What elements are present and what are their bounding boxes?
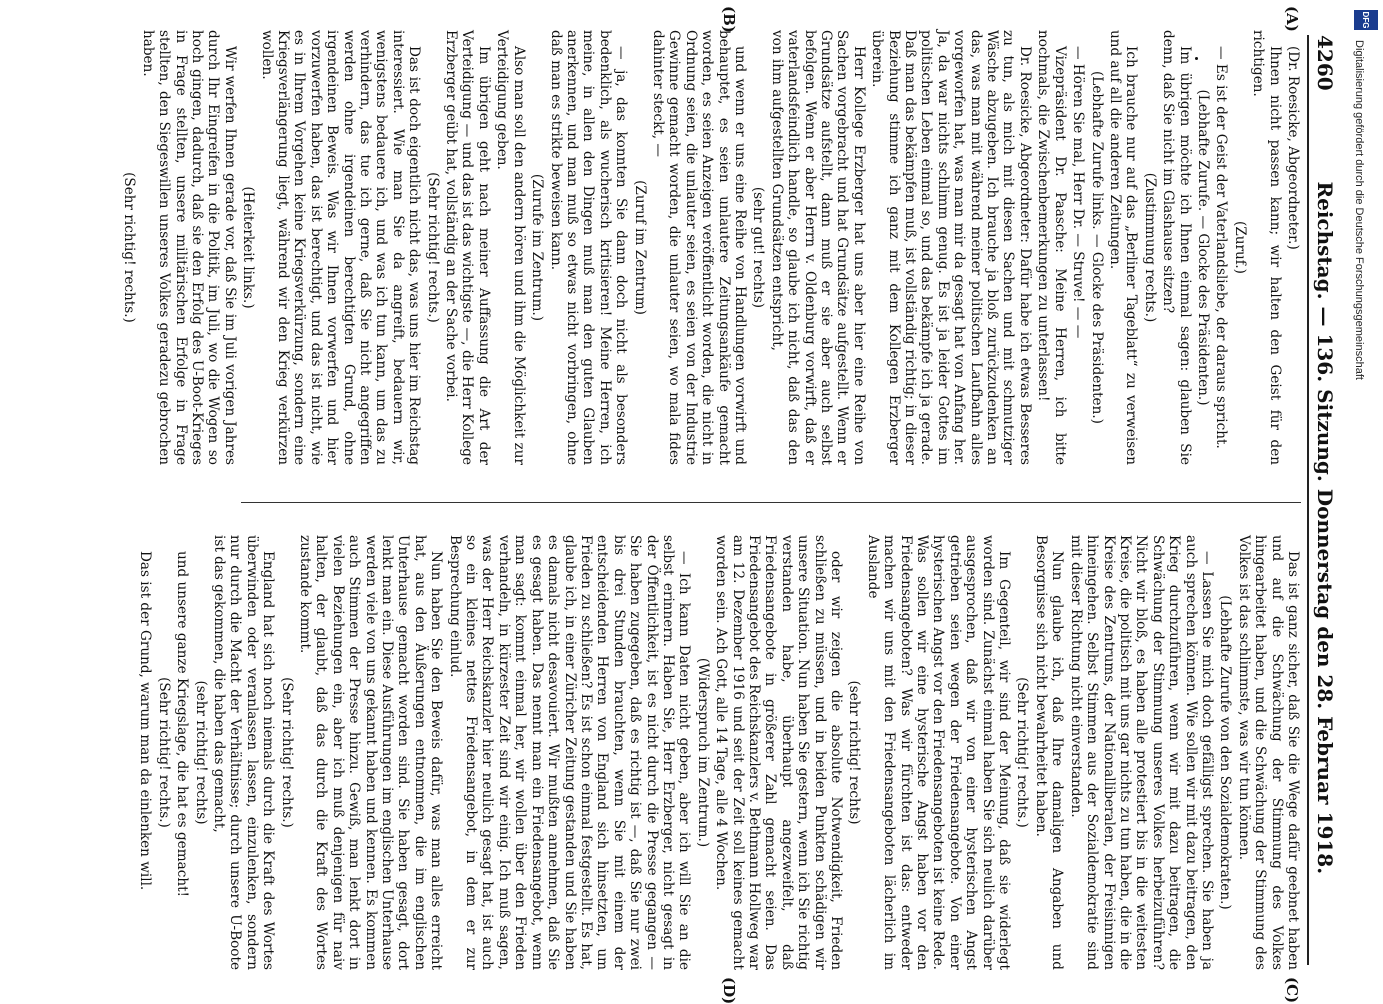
paragraph: Im übrigen möchte ich Ihnen einmal sagen: glauben Sie denn, daß Sie nicht im Glashause sitzen? [1160, 30, 1193, 465]
interjection: (sehr gut! rechts) [750, 186, 767, 309]
margin-marker-a: (A) [1283, 6, 1301, 32]
interjection: (Zustimmung rechts.) [1141, 172, 1158, 323]
paragraph: Das ist der Grund, warum man da einlenken will. [137, 551, 154, 891]
paragraph: England hat sich noch niemals durch die Kraft des Wortes überwinden oder veranlassen lassen, einzulenken, sondern nur durch die Macht der Verhältnisse; durch unsere U-Boote ist das gekommen, die haben das gemacht, [211, 535, 277, 970]
interjection: (Sehr richtig! rechts.) [155, 677, 172, 828]
paragraph: Dr. Roesicke, Abgeordneter: Dafür habe ich etwas Besseres zu tun, als mich mit diesen Sachen und mit schmutziger Wäsche abzugeben. Ich brauche ja bloß zurückzudenken an das, was man mit während meiner politischen Laufbahn alles vorgeworfen hat, was man mir da gesagt hat von Anfang her. Ja, da war nichts schlimm genug. Es ist ja leider Gottes im politischen Leben einmal so, und das bekämpfe ich ja gerade. Daß man das bekämpfen muß, ist vollständig richtig; in dieser Beziehung stimme ich ganz mit dem Kollegen Erzberger überein. [869, 30, 1033, 465]
paragraph: oder wir zeigen die absolute Notwendigkeit, Frieden schließen zu müssen, und in beiden Punkten schädigen wir unsere Situation. Nun haben Sie gestern, wenn ich Sie richtig verstanden habe, überhaupt angezweifelt, daß Friedensangebote in größerer Zahl gemacht seien. Das Friedensangebot des Reichskanzlers v. Bethmann Hollweg war am 12. Dezember 1916 und seit der Zeit soll keines gemacht worden sein. Ach Gott, alle 14 Tage, alle 4 Wochen. [713, 535, 845, 970]
interjection: (Sehr richtig! rechts.) [278, 677, 295, 828]
paragraph: Im übrigen geht nach meiner Auffassung die Art der Verteidigung — und das ist das wichtigste —, die Herr Kollege Erzberger geübt hat, vollständig an der Sache vorbei. [443, 30, 492, 465]
interjection: (Zuruf im Zentrum) [631, 180, 648, 315]
left-text-column [119, 30, 1301, 465]
paragraph: — Hören Sie mal, Herr Dr. — Struve! — — [1070, 46, 1087, 339]
paragraph: Ihnen nicht passen kann; wir halten den Geist für den richtigen. [1250, 30, 1283, 465]
paragraph: Ich brauche nur auf das „Berliner Tageblatt“ zu verweisen und auf all die anderen Zeitungen. [1106, 30, 1140, 465]
paragraph: Nun glaube ich, daß Ihre damaligen Angaben und Besorgnisse sich nicht bewahrheitet haben. [1032, 535, 1066, 970]
dfg-logo: DFG [1354, 10, 1378, 30]
paragraph: Nun haben Sie den Beweis dafür, was man alles erreicht hat, aus den Äußerungen entnommen, die im englischen Unterhause gemacht worden sind. Sie haben gesagt, dort lenkt man ein. Diese Ausführungen im englischen Unterhause werden viele von uns gekannt haben und kennen. Es kommen auch Stimmen der Presse hinzu. Gewiß, man lenkt dort in vielen Beziehungen ein, aber ich muß denjenigen für naiv halten, der glaubt, daß das durch die Kraft des Wortes zustande kommt. [297, 535, 445, 970]
interjection: (sehr richtig! rechts) [192, 680, 209, 825]
interjection: (Lebhafte Zurufe. — Glocke des Präsidenten.) [1194, 89, 1211, 406]
margin-marker-c: (C) [1283, 977, 1301, 1004]
page-header [1307, 35, 1358, 965]
column-divider [241, 502, 1301, 503]
interjection: (Lebhafte Zurufe links. — Glocke des Präsidenten.) [1088, 71, 1105, 424]
margin-marker-d: (D) [720, 977, 738, 1004]
right-text-column [135, 535, 1301, 970]
speck [1195, 57, 1198, 60]
paragraph: (Dr. Roesicke, Abgeordneter.) [1285, 46, 1301, 250]
paragraph: Wir werfen Ihnen gerade vor, daß Sie im Juli vorigen Jahres durch Ihr Eingreifen in die Politik, im Juli, wo die Wogen so hoch gingen, dadurch, daß sie den Erfolg des U-Boot-Krieges in Frage stellten, unsere militärischen Erfolge in Frage stellten, den Siegeswillen unseres Volkes geradezu gebrochen haben. [139, 30, 238, 465]
interjection: (Sehr richtig! rechts.) [424, 172, 441, 323]
interjection: (Zuruf.) [1231, 221, 1248, 274]
interjection: (sehr richtig! rechts) [846, 680, 863, 825]
paragraph: — ja, das konnten Sie dann doch nicht als besonders bedenklich, als wucherisch kritisieren! Meine Herren, ich meine, in allen den Dingen muß man den guten Glauben anerkennen, und man muß so etwas nicht vorbringen, ohne daß man es strikte beweisen kann. [547, 30, 630, 465]
interjection: (Zurufe im Zentrum.) [529, 173, 546, 322]
paragraph: Im Gegenteil, wir sind der Meinung, daß sie widerlegt worden sind. Zunächst einmal haben Sie sich neulich darüber ausgesprochen, daß wir von einer hysterischen Angst getrieben seien wegen der Friedensangebote. Von einer hysterischen Angst vor den Friedensangeboten ist keine Rede. Was sollen wir eine hysterische Angst haben vor den Friedensangeboten? Was wir fürchten ist das: entweder machen wir uns mit den Friedensangeboten lächerlich im Auslande [864, 535, 1013, 970]
page-title: Reichstag. — 136. Sitzung. Donnerstag den 28. Februar 1918. [1313, 181, 1337, 875]
paragraph: Das ist doch eigentlich nicht das, was uns hier im Reichstag interessiert. Wie man Sie da angreift, bedauern wir, wenigstens bedauere ich, und was ich tun kann, um das zu verhindern, das tue ich gerne, daß Sie nicht angegriffen werden ohne irgendeinen berechtigten Grund, ohne irgendeinen Beweis. Was wir Ihnen vorwerfen und hier vorzuwerfen haben, das ist berechtigt, und das ist nicht, wie es in Ihrem Vorgehen keine Kriegsverkürzung, sondern eine Kriegsverlängerung liegt, während wir den Krieg verkürzen wollen. [258, 30, 423, 465]
paragraph: und unsere ganze Kriegslage, die hat es gemacht! [174, 551, 191, 898]
paragraph: Also man soll den andern hören und ihm die Möglichkeit zur Verteidigung geben. [494, 30, 527, 465]
paragraph: Vizepräsident Dr. Paasche: Meine Herren, ich bitte nochmals, die Zwischenbemerkungen zu unterlassen! [1035, 30, 1068, 465]
page-number: 4260 [1313, 35, 1337, 91]
interjection: (Heiterkeit links.) [240, 186, 257, 309]
paragraph: — Es ist der Geist der Vaterlandsliebe, der daraus spricht. [1213, 46, 1230, 449]
paragraph: — Ich kann Daten nicht geben, aber ich will Sie an die selbst erinnern. Haben Sie, Herr Erzberger, nicht gesagt in der Öffentlichkeit, ist es nicht durch die Presse gegangen — Sie haben zugegeben, daß es richtig ist —, daß Sie nur zwei bis drei Stunden brauchten, wenn Sie mit einem der entscheidenden Herren von England sich hinsetzten, um Frieden zu schließen? Es ist schon einmal festgestellt. Es hat, glaube ich, in einer Züricher Zeitung gestanden und Sie haben es damals nicht desavouiert. Wir mußten annehmen, daß Sie es gesagt haben. Das nennt man ein Friedensangebot, wenn man sagt: kommt einmal her, wir wollen über den Frieden verhandeln, in kürzester Zeit sind wir einig. Ich muß sagen, was der Herr Reichskanzler hier neulich gesagt hat, ist auch so ein kleines nettes Friedensangebot, in dem er zur Besprechung einlud. [446, 535, 693, 970]
digitization-credit: Digitalisierung gefördert durch die Deutsche Forschungsgemeinschaft [1353, 40, 1365, 380]
paragraph: — Lassen Sie mich doch gefälligst sprechen. Sie haben ja auch sprechen können. Wie sollen wir mit dazu beitragen, den Krieg durchzuführen, wenn wir mit dazu beitragen, die Schwächung der Stimmung unseres Volkes herbeizuführen? Nicht wir bloß, es haben alle protestiert bis in die weitesten Kreise, die politisch mit uns gar nichts zu tun haben, die in die Kreise des Zentrums, der Nationalliberalen, der Freisinnigen hineingehen. Selbst Stimmen aus der Sozialdemokratie sind mit dieser Richtung nicht einverstanden. [1067, 535, 1215, 970]
interjection: (Sehr richtig! rechts.) [1014, 677, 1031, 828]
paragraph: und wenn er uns eine Reihe von Handlungen vorwirft und behauptet, es seien unlautere Zeitungsankäufe gemacht worden, es seien Anzeigen veröffentlicht worden, die nicht in Ordnung seien, die unlauter seien, es seien von der Industrie Gewinne gemacht worden, die unlauter seien, wo mala fides dahinter steckt, — [649, 30, 748, 465]
margin-marker-b: (B) [720, 6, 738, 33]
interjection: (Sehr richtig! rechts.) [121, 172, 138, 323]
interjection: (Widerspruch im Zentrum.) [694, 657, 711, 848]
interjection: (Lebhafte Zurufe von den Sozialdemokraten.) [1217, 595, 1234, 910]
paragraph: Herr Kollege Erzberger hat uns aber hier eine Reihe von Sachen vorgebracht und hat Grundsätze aufgestellt. Wenn er Grundsätze aufstellt, dann muß er sie aber auch selbst befolgen. Wenn er aber Herrn v. Oldenburg vorwirft, daß er vaterlandsfeindlich handle, so glaube ich nicht, daß das den von ihm aufgestellten Grundsätzen entspricht, [768, 30, 867, 465]
paragraph: Das ist ganz sicher, daß Sie die Wege dafür geebnet haben und auf die Schwächung der Stimmung des Volkes hingearbeitet haben, und die Schwächung der Stimmung des Volkes ist das schlimmste, was wir tun können. [1235, 535, 1301, 970]
